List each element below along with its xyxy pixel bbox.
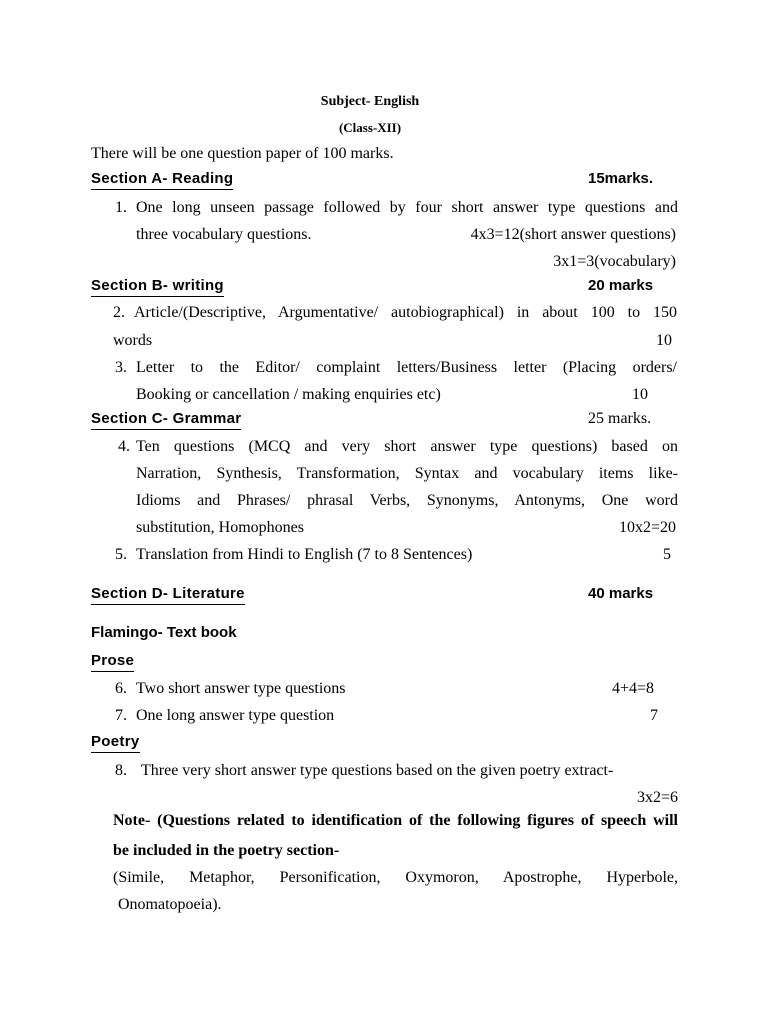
item-5-marks: 5: [663, 546, 671, 563]
item-1-line-1: One long unseen passage followed by four short answer type questions and: [136, 199, 678, 216]
class-label: (Class-XII): [338, 120, 402, 135]
note-line-1: Note- (Questions related to identification of the following figures of speech will: [113, 812, 678, 829]
section-d-heading: Section D- Literature: [91, 585, 245, 605]
item-4-line-2: Narration, Synthesis, Transformation, Syntax and vocabulary items like-: [136, 465, 678, 482]
item-2-line-1: Article/(Descriptive, Argumentative/ autobiographical) in about 100 to 150: [134, 304, 677, 321]
item-1-vocabulary-marks: 3x1=3(vocabulary): [553, 253, 676, 270]
item-3-number: 3.: [115, 359, 127, 376]
item-1-line-2: three vocabulary questions.: [136, 226, 312, 243]
item-4-line-4: substitution, Homophones: [136, 519, 305, 536]
item-2-number: 2.: [113, 304, 125, 321]
item-5-text: Translation from Hindi to English (7 to 8 Sentences): [136, 546, 473, 563]
item-2-line-2: words: [113, 332, 153, 349]
item-7-marks: 7: [650, 707, 658, 724]
item-6-number: 6.: [115, 680, 127, 697]
prose-heading: Prose: [91, 652, 134, 672]
section-a-heading: Section A- Reading: [91, 170, 233, 190]
section-c-heading: Section C- Grammar: [91, 410, 241, 430]
section-b-heading: Section B- writing: [91, 277, 224, 297]
item-1-short-answer-marks: 4x3=12(short answer questions): [470, 226, 676, 243]
note-line-2: be included in the poetry section-: [113, 842, 340, 859]
subject-title: Subject- English: [320, 94, 420, 109]
item-5-number: 5.: [115, 546, 127, 563]
item-8-number: 8.: [115, 762, 127, 779]
item-7-text: One long answer type question: [136, 707, 335, 724]
item-8-marks: 3x2=6: [636, 789, 678, 806]
item-4-line-3: Idioms and Phrases/ phrasal Verbs, Synonyms, Antonyms, One word: [136, 492, 678, 509]
figures-of-speech-list: (Simile, Metaphor, Personification, Oxymoron, Apostrophe, Hyperbole,: [113, 869, 678, 886]
item-6-marks: 4+4=8: [612, 680, 655, 697]
textbook-title: Flamingo- Text book: [91, 624, 237, 641]
item-3-marks: 10: [632, 386, 648, 403]
item-7-number: 7.: [115, 707, 127, 724]
item-6-text: Two short answer type questions: [136, 680, 346, 697]
section-b-marks: 20 marks: [588, 277, 654, 294]
section-d-marks: 40 marks: [588, 585, 654, 602]
poetry-heading: Poetry: [91, 733, 140, 753]
item-8-text: Three very short answer type questions based on the given poetry extract-: [141, 762, 614, 779]
section-a-marks: 15marks.: [588, 170, 654, 187]
section-c-marks: 25 marks.: [588, 410, 652, 427]
item-4-line-1: Ten questions (MCQ and very short answer type questions) based on: [136, 438, 678, 455]
figures-of-speech-list-end: Onomatopoeia).: [118, 896, 222, 913]
item-2-marks: 10: [656, 332, 672, 349]
item-4-number: 4.: [118, 438, 130, 455]
item-1-number: 1.: [115, 199, 127, 216]
item-3-line-2: Booking or cancellation / making enquiries etc): [136, 386, 441, 403]
intro-text: There will be one question paper of 100 marks.: [91, 145, 394, 162]
item-3-line-1: Letter to the Editor/ complaint letters/Business letter (Placing orders/: [136, 359, 677, 376]
item-4-marks: 10x2=20: [618, 519, 676, 536]
